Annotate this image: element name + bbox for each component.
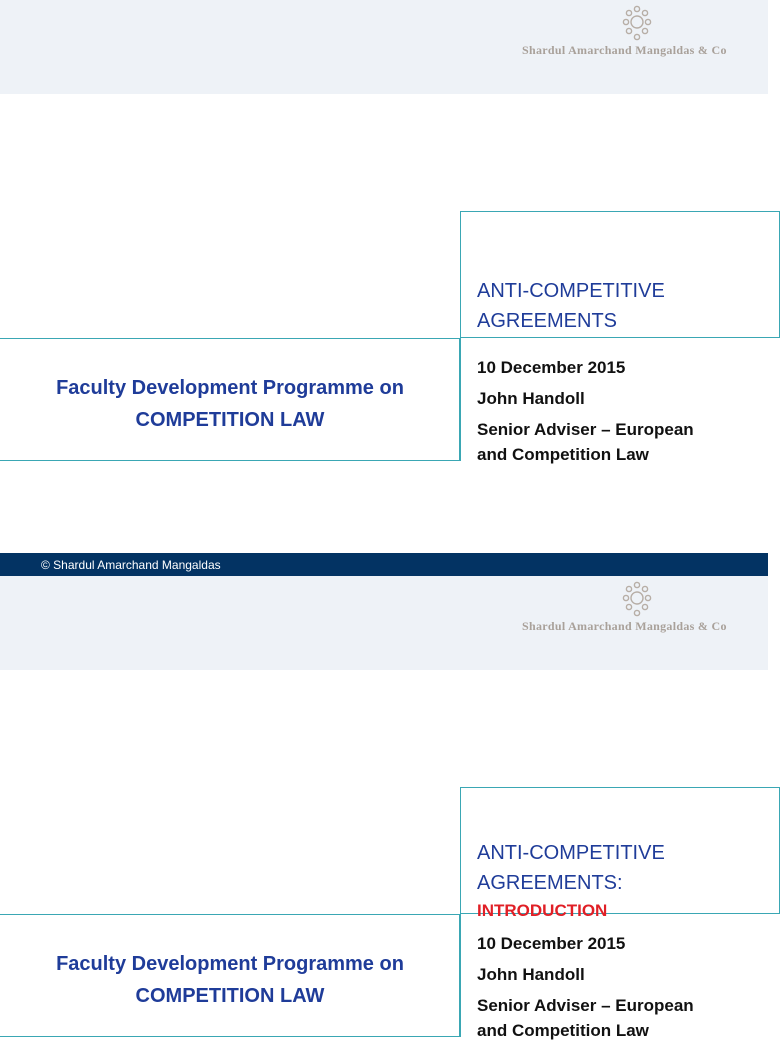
header-band xyxy=(0,0,768,94)
presenter-role-line-2: and Competition Law xyxy=(477,445,649,464)
slide-title-text: ANTI-COMPETITIVE AGREEMENTS xyxy=(477,280,665,332)
presenter-name: John Handoll xyxy=(477,389,585,408)
presentation-date: 10 December 2015 xyxy=(477,934,626,953)
programme-box xyxy=(0,914,460,1037)
slide-2 xyxy=(0,576,768,1040)
presenter-info xyxy=(460,914,780,1040)
header-band xyxy=(0,576,768,670)
presenter-role-line-2: and Competition Law xyxy=(477,1021,649,1040)
firm-logo-text: Shardul Amarchand Mangaldas & Co xyxy=(522,43,727,57)
title-box xyxy=(460,787,780,920)
programme-box xyxy=(0,338,460,461)
firm-logo-icon xyxy=(619,4,655,42)
copyright-text: © Shardul Amarchand Mangaldas xyxy=(41,558,221,572)
programme-title: Faculty Development Programme on COMPETITION LAW xyxy=(56,953,404,1007)
presentation-date: 10 December 2015 xyxy=(477,358,626,377)
presenter-role-line-1: Senior Adviser – European xyxy=(477,996,694,1015)
firm-logo-icon xyxy=(619,580,655,618)
slide-title xyxy=(477,246,767,336)
presenter-role-line-1: Senior Adviser – European xyxy=(477,420,694,439)
presenter-info xyxy=(460,338,780,464)
firm-logo-text: Shardul Amarchand Mangaldas & Co xyxy=(522,619,727,633)
title-box xyxy=(460,211,780,338)
programme-title: Faculty Development Programme on COMPETITION LAW xyxy=(56,377,404,431)
footer-bar xyxy=(0,553,768,576)
slide-subtitle: INTRODUCTION xyxy=(477,901,608,920)
slide-title-text: ANTI-COMPETITIVE AGREEMENTS: xyxy=(477,842,665,894)
presenter-name: John Handoll xyxy=(477,965,585,984)
